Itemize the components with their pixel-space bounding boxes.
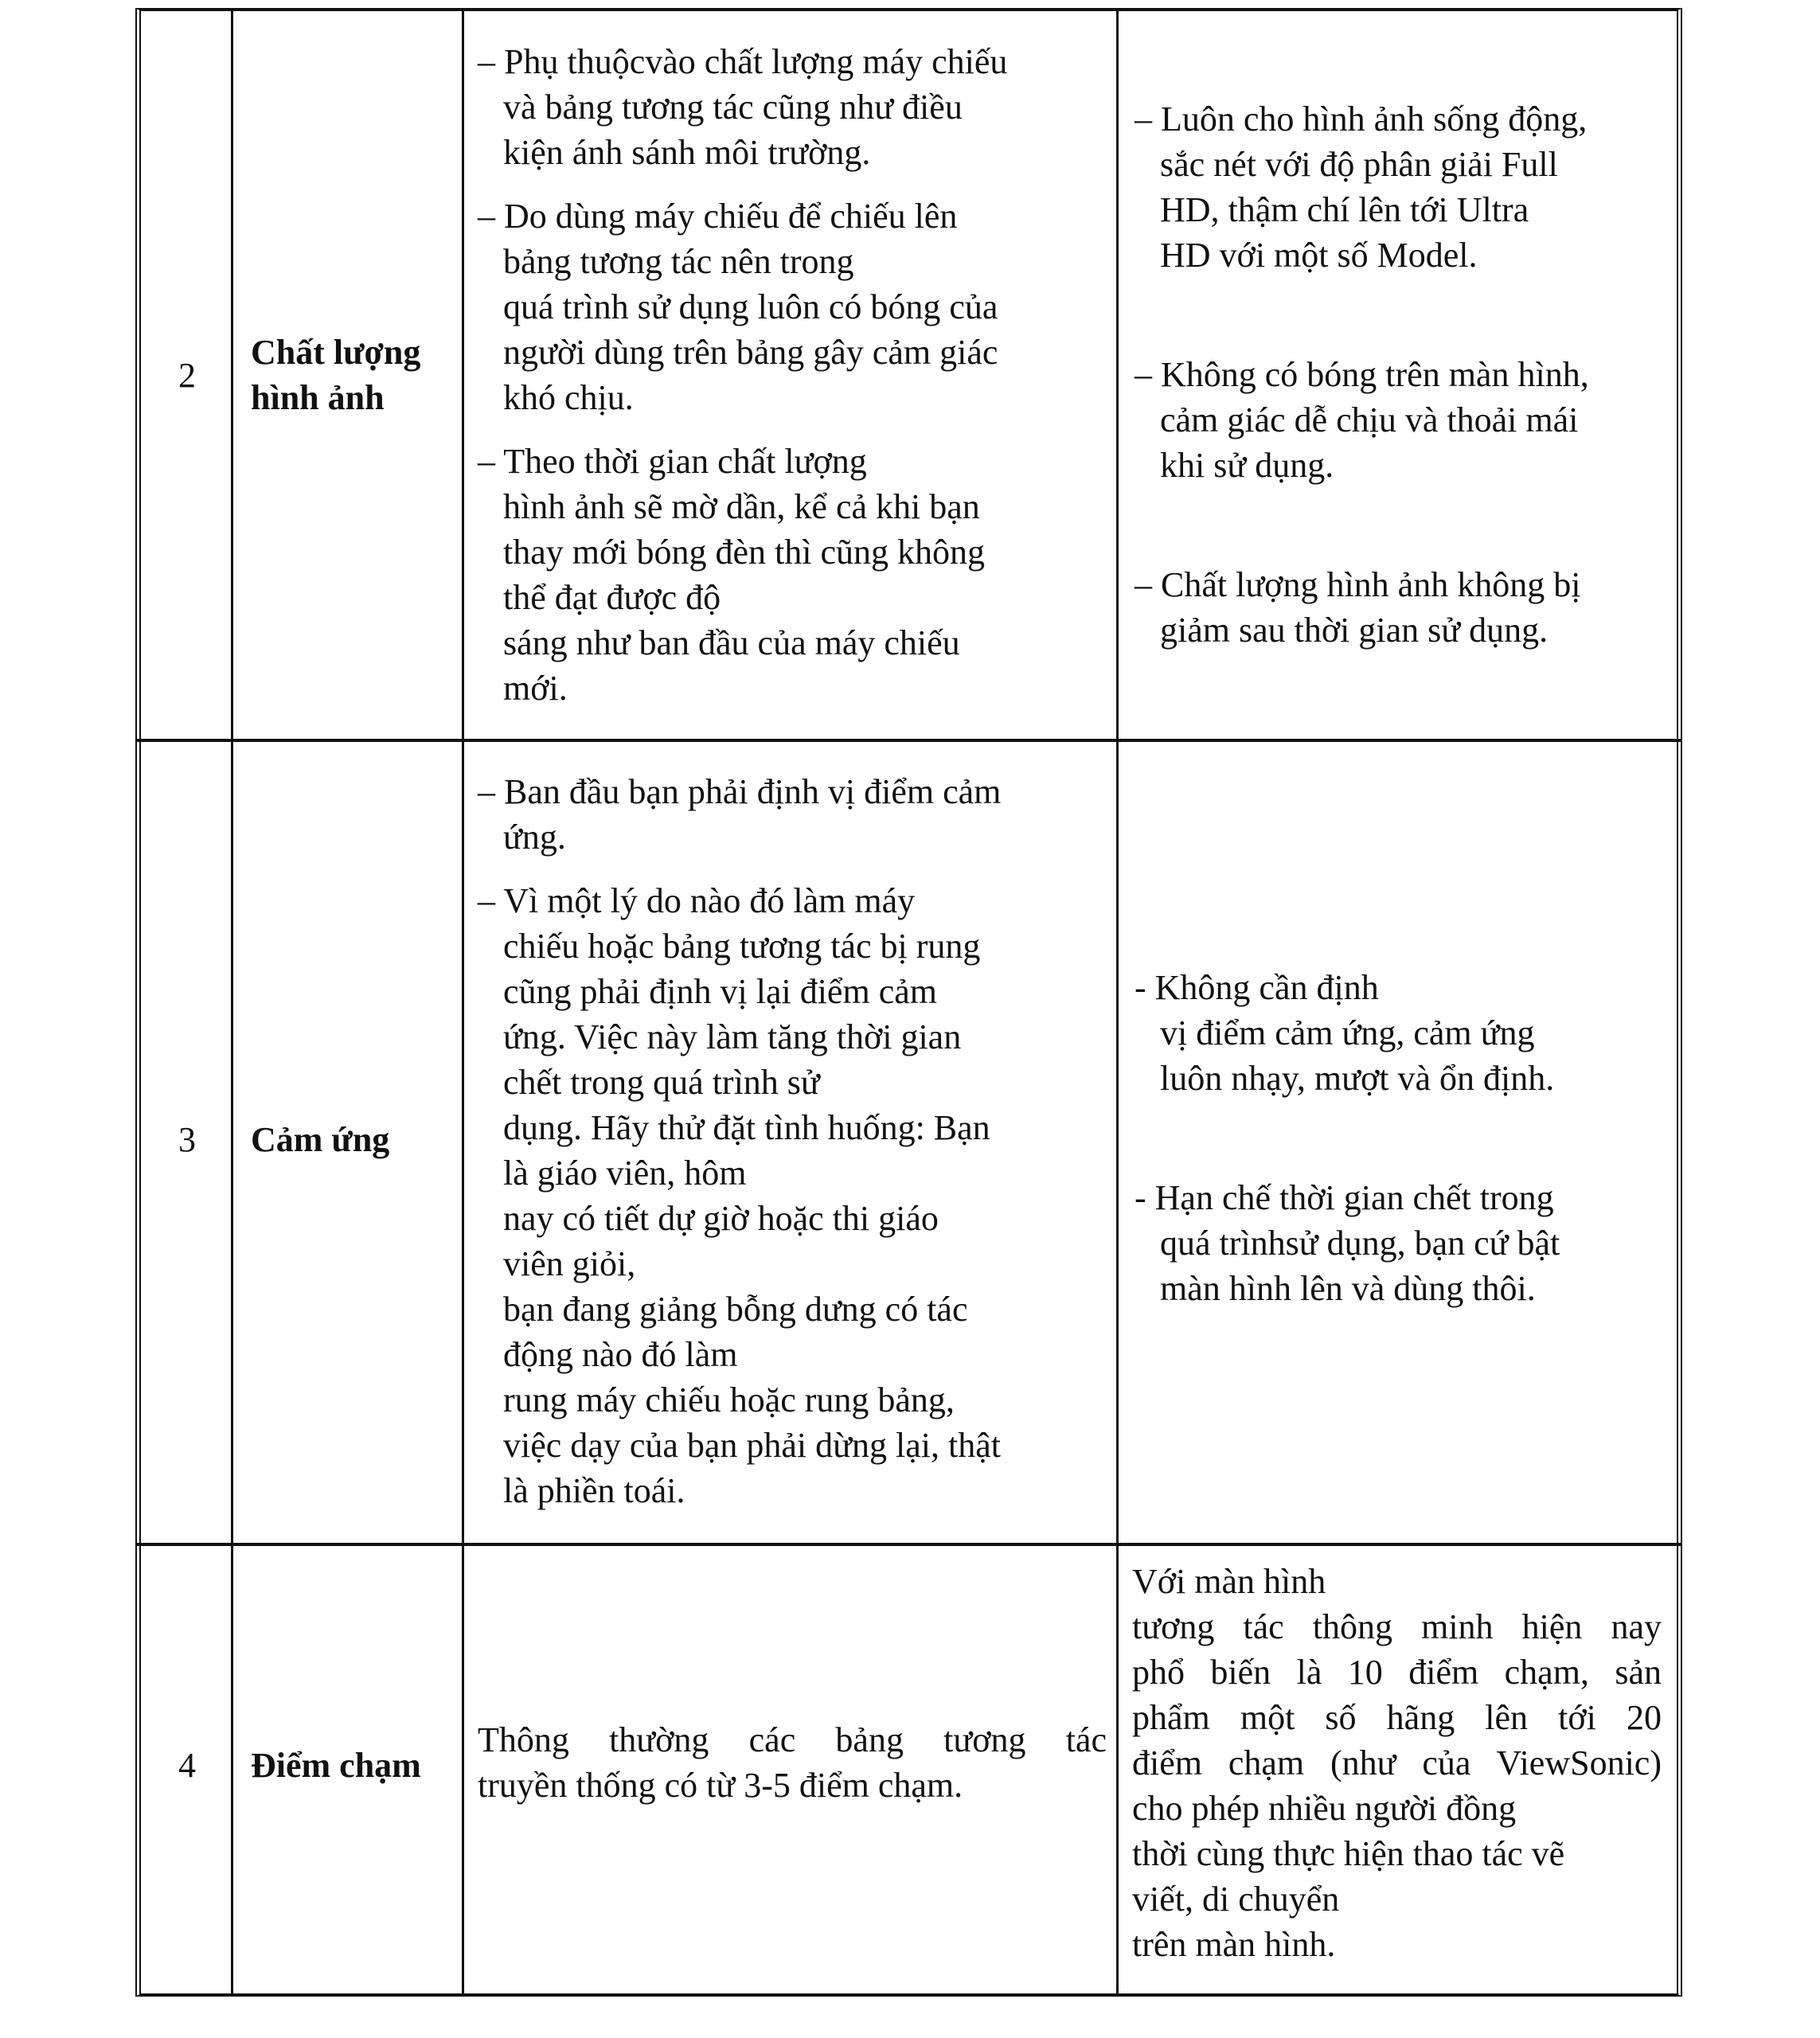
row-number: 3 bbox=[178, 1120, 196, 1159]
interactive-display-cell bbox=[1132, 1559, 1662, 1967]
bullet-paragraph: – Chất lượng hình ảnh không bị giảm sau thời gian sử dụng. bbox=[1135, 565, 1581, 650]
bullet-paragraph: – Theo thời gian chất lượng hình ảnh sẽ mờ dần, kể cả khi bạn thay mới bóng đèn thì cũng không thể đạt được độ sáng như ban đầu của máy chiếu mới. bbox=[478, 442, 985, 708]
traditional-board-cell bbox=[478, 39, 1107, 711]
row-criterion bbox=[251, 1117, 458, 1162]
traditional-board-cell bbox=[478, 769, 1107, 1513]
interactive-display-cell bbox=[1135, 965, 1664, 1311]
criterion-line: hình ảnh bbox=[251, 378, 385, 417]
table-column-divider bbox=[462, 8, 464, 1997]
row-number: 4 bbox=[178, 1746, 196, 1785]
criterion-line: Chất lượng bbox=[251, 333, 421, 372]
traditional-board-cell bbox=[478, 1717, 1107, 1808]
paragraph: Với màn hình tương tác thông minh hiện nay phổ biến là 10 điểm chạm, sản phẩm một số hãng lên tới 20 điểm chạm (như của ViewSonic) cho phép nhiều người đồng thời cùng thực hiện thao tác vẽ viết, di chuyển trên màn hình. bbox=[1132, 1562, 1662, 1964]
bullet-paragraph: - Không cần định vị điểm cảm ứng, cảm ứng luôn nhạy, mượt và ổn định. bbox=[1135, 968, 1555, 1098]
row-criterion bbox=[251, 330, 458, 420]
bullet-paragraph: – Không có bóng trên màn hình, cảm giác dễ chịu và thoải mái khi sử dụng. bbox=[1135, 355, 1589, 485]
interactive-display-cell bbox=[1135, 96, 1664, 653]
table-column-divider bbox=[1116, 8, 1119, 1997]
bullet-paragraph: – Luôn cho hình ảnh sống động, sắc nét với độ phân giải Full HD, thậm chí lên tới Ultra HD với một số Model. bbox=[1135, 100, 1588, 275]
table-row-divider bbox=[135, 739, 1682, 742]
row-number: 2 bbox=[178, 356, 196, 395]
bullet-paragraph: – Do dùng máy chiếu để chiếu lên bảng tương tác nên trong quá trình sử dụng luôn có bóng của người dùng trên bảng gây cảm giác khó chịu. bbox=[478, 197, 998, 417]
criterion-line: Cảm ứng bbox=[251, 1120, 390, 1159]
bullet-paragraph: - Hạn chế thời gian chết trong quá trìnhsử dụng, bạn cứ bật màn hình lên và dùng thôi. bbox=[1135, 1178, 1560, 1308]
table-column-divider bbox=[231, 8, 233, 1997]
bullet-paragraph: – Vì một lý do nào đó làm máy chiếu hoặc bảng tương tác bị rung cũng phải định vị lại điểm cảm ứng. Việc này làm tăng thời gian chết trong quá trình sử dụng. Hãy thử đặt tình huống: Bạn là giáo viên, hôm nay có tiết dự giờ hoặc thi giáo viên giỏi, bạn đang giảng bỗng dưng có tác động nào đó làm rung máy chiếu hoặc rung bảng, việc dạy của bạn phải dừng lại, thật là phiền toái. bbox=[478, 881, 1001, 1510]
criterion-line: Điểm chạm bbox=[251, 1746, 421, 1785]
bullet-paragraph: – Ban đầu bạn phải định vị điểm cảm ứng. bbox=[478, 772, 1002, 857]
paragraph: Thông thường các bảng tương tác truyền thống có từ 3-5 điểm chạm. bbox=[478, 1720, 1107, 1805]
row-criterion bbox=[251, 1743, 458, 1788]
bullet-paragraph: – Phụ thuộcvào chất lượng máy chiếu và bảng tương tác cũng như điều kiện ánh sánh môi trường. bbox=[478, 42, 1008, 172]
table-row-divider bbox=[135, 1543, 1682, 1546]
